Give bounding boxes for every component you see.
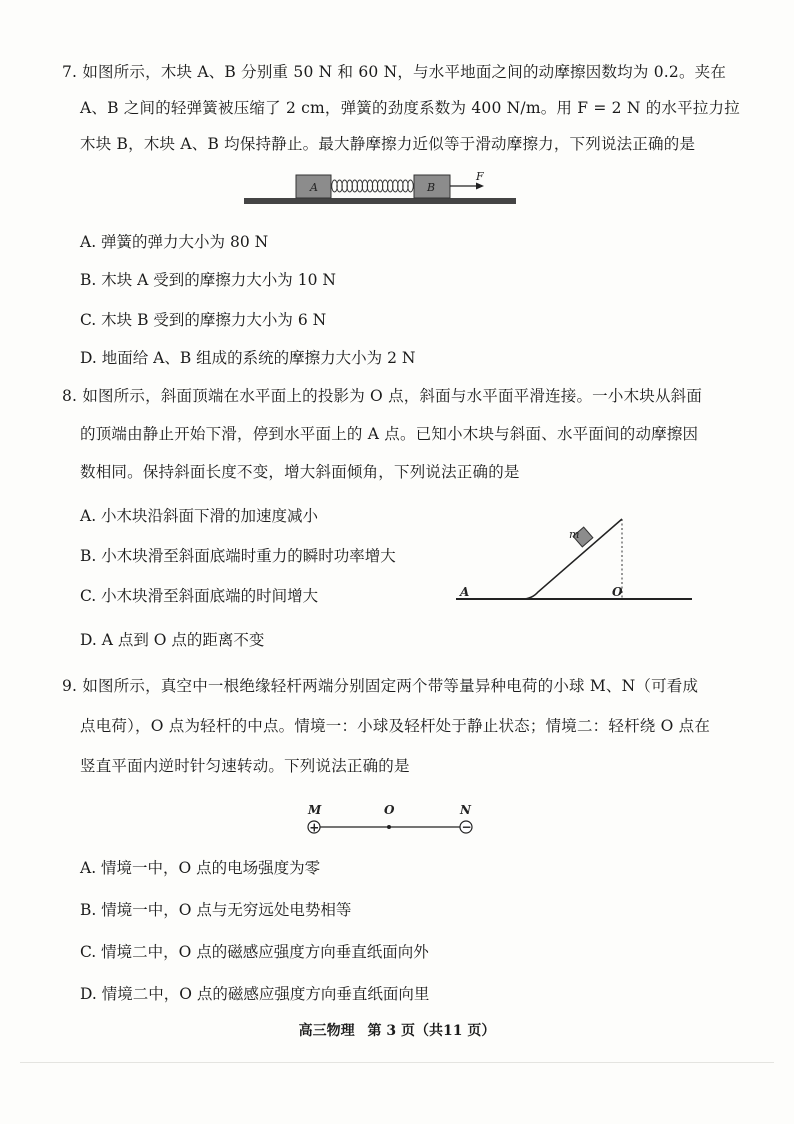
q8-option-d[interactable]: D. A 点到 O 点的距离不变 bbox=[80, 631, 265, 649]
q9-option-a[interactable]: A. 情境一中，O 点的电场强度为零 bbox=[80, 859, 321, 877]
q9-option-c[interactable]: C. 情境二中，O 点的磁感应强度方向垂直纸面向外 bbox=[80, 943, 429, 961]
q8-line-3: 数相同。保持斜面长度不变，增大斜面倾角，下列说法正确的是 bbox=[80, 463, 520, 481]
ground-surface bbox=[244, 198, 516, 204]
q7-spring-diagram bbox=[240, 168, 520, 212]
ball-n-label: N bbox=[460, 803, 471, 817]
q7-option-d[interactable]: D. 地面给 A、B 组成的系统的摩擦力大小为 2 N bbox=[80, 349, 416, 367]
q7-line-1: 7. 如图所示，木块 A、B 分别重 50 N 和 60 N，与水平地面之间的动摩擦因数均为 0.2。夹在 bbox=[62, 63, 727, 81]
page-footer bbox=[0, 1020, 794, 1040]
minus-sign: − bbox=[461, 820, 472, 834]
arrow-head-icon bbox=[476, 183, 484, 190]
bottom-divider bbox=[20, 1062, 774, 1063]
q7-option-c[interactable]: C. 木块 B 受到的摩擦力大小为 6 N bbox=[80, 311, 327, 329]
q7-line-3: 木块 B，木块 A、B 均保持静止。最大静摩擦力近似等于滑动摩擦力，下列说法正确的是 bbox=[80, 135, 696, 153]
block-a-label: A bbox=[310, 181, 318, 194]
q8-option-c[interactable]: C. 小木块滑至斜面底端的时间增大 bbox=[80, 587, 319, 605]
footer-subject: 高三物理 bbox=[298, 1023, 355, 1039]
spring-icon bbox=[332, 180, 414, 192]
point-o-label: O bbox=[384, 803, 395, 817]
plus-sign: + bbox=[309, 820, 320, 835]
q8-line-1: 8. 如图所示，斜面顶端在水平面上的投影为 O 点，斜面与水平面平滑连接。一小木块从斜面 bbox=[62, 387, 703, 405]
q7-option-a[interactable]: A. 弹簧的弹力大小为 80 N bbox=[80, 233, 269, 251]
point-a-label: A bbox=[460, 585, 470, 599]
q7-line-2: A、B 之间的轻弹簧被压缩了 2 cm，弹簧的劲度系数为 400 N/m。用 F = 2 N 的水平拉力拉 bbox=[80, 99, 740, 117]
q9-option-d[interactable]: D. 情境二中，O 点的磁感应强度方向垂直纸面向里 bbox=[80, 985, 430, 1003]
q9-line-2: 点电荷），O 点为轻杆的中点。情境一：小球及轻杆处于静止状态；情境二：轻杆绕 O 点在 bbox=[80, 717, 711, 735]
q8-option-a[interactable]: A. 小木块沿斜面下滑的加速度减小 bbox=[80, 507, 319, 525]
ball-m-label: M bbox=[308, 803, 322, 817]
q7-option-b[interactable]: B. 木块 A 受到的摩擦力大小为 10 N bbox=[80, 271, 336, 289]
q9-line-1: 9. 如图所示，真空中一根绝缘轻杆两端分别固定两个带等量异种电荷的小球 M、N（可看成 bbox=[62, 677, 699, 695]
force-label: F bbox=[476, 170, 484, 183]
q8-incline-diagram bbox=[450, 512, 698, 608]
point-o-label: O bbox=[612, 585, 623, 599]
q9-line-3: 竖直平面内逆时针匀速转动。下列说法正确的是 bbox=[80, 757, 410, 775]
q8-option-b[interactable]: B. 小木块滑至斜面底端时重力的瞬时功率增大 bbox=[80, 547, 396, 565]
footer-page-number: 第 3 页（共11 页） bbox=[367, 1023, 496, 1039]
midpoint-dot bbox=[387, 825, 391, 829]
q9-rod-diagram bbox=[300, 800, 480, 840]
q8-line-2: 的顶端由静止开始下滑，停到水平面上的 A 点。已知小木块与斜面、水平面间的动摩擦因 bbox=[80, 425, 699, 443]
block-b-label: B bbox=[427, 181, 436, 194]
q9-option-b[interactable]: B. 情境一中，O 点与无穷远处电势相等 bbox=[80, 901, 352, 919]
mass-label: m bbox=[569, 528, 580, 541]
